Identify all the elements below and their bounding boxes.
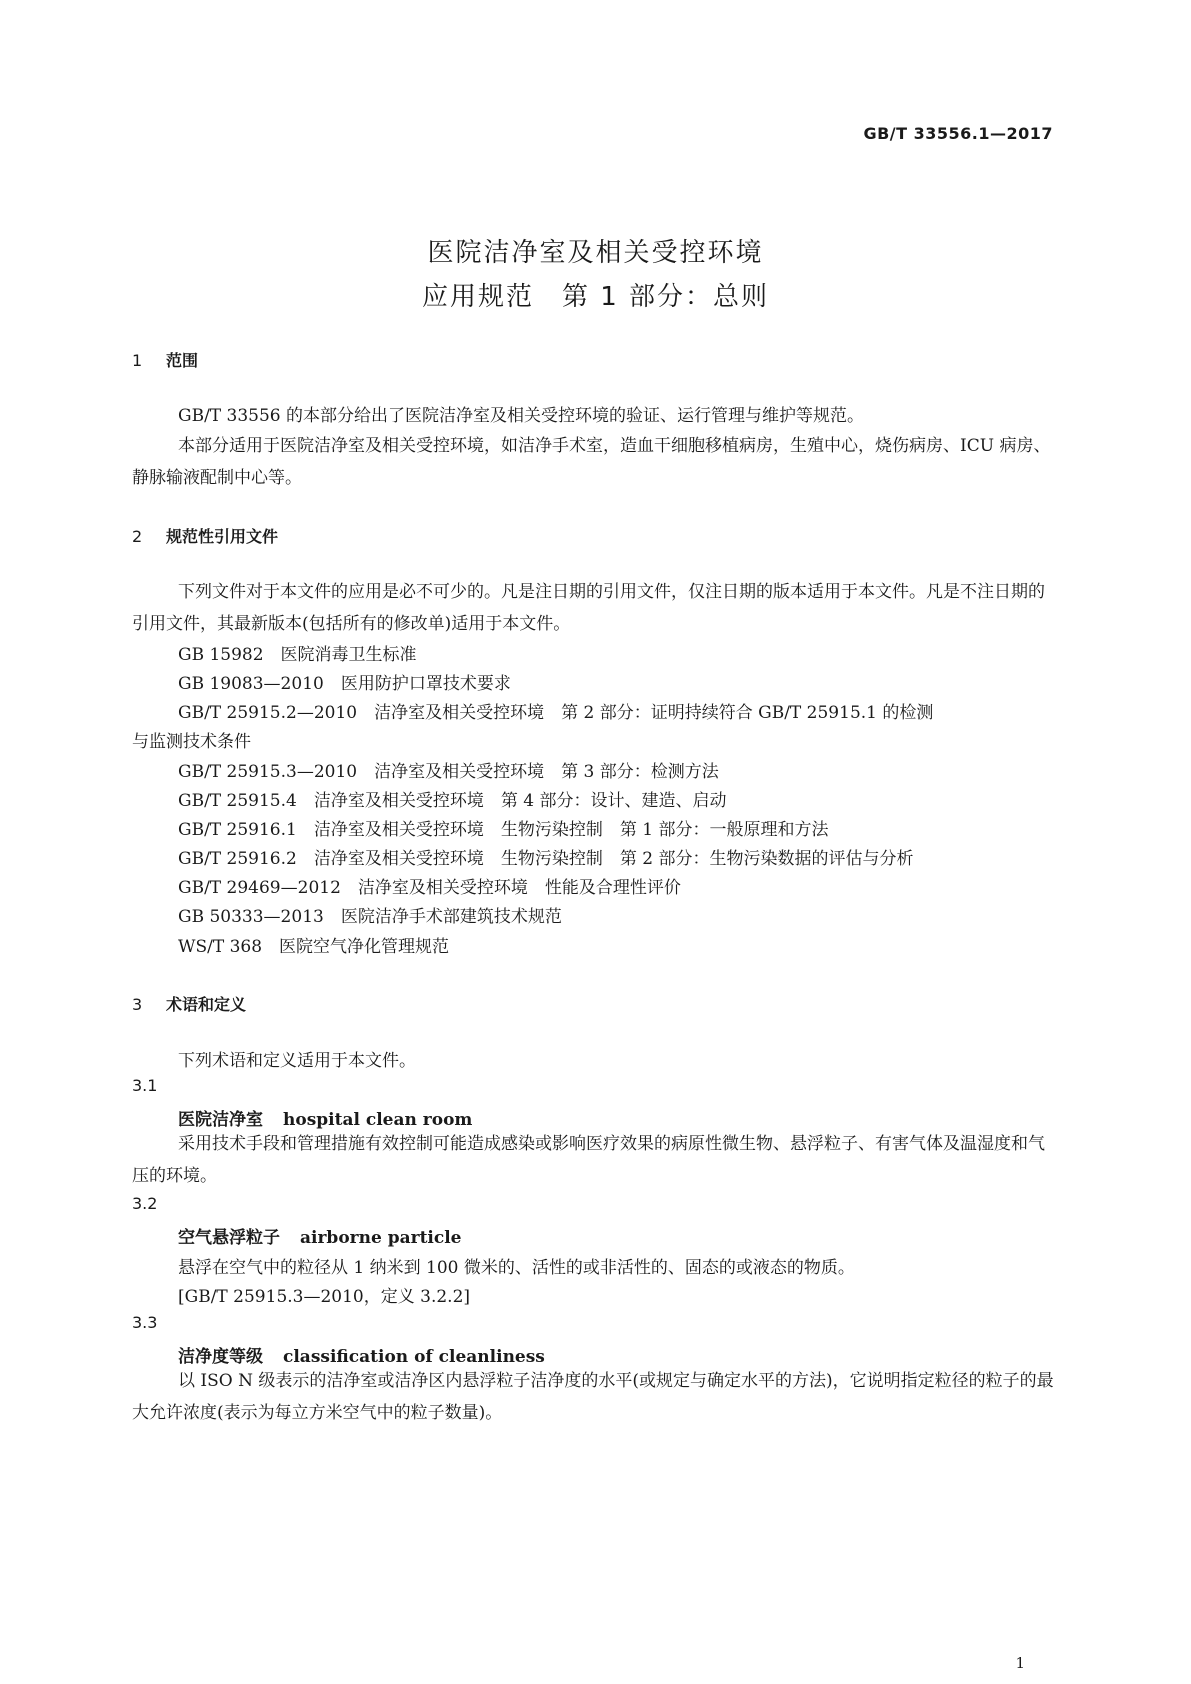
term-english: hospital clean room: [283, 1110, 473, 1130]
section-number: 2: [132, 527, 143, 546]
document-title-line2: 应用规范 第 1 部分：总则: [421, 282, 770, 312]
section-number: 1: [132, 351, 143, 370]
term-english: classification of cleanliness: [283, 1347, 545, 1367]
section-1-heading: [132, 348, 198, 371]
reference-item: GB/T 29469—2012 洁净室及相关受控环境 性能及合理性评价: [178, 878, 681, 898]
term-definition: 采用技术手段和管理措施有效控制可能造成感染或影响医疗效果的病原性微生物、悬浮粒子、有害气体及温湿度和气压的环境。: [132, 1134, 1045, 1186]
reference-item: GB 15982 医院消毒卫生标准: [178, 645, 417, 665]
term-chinese: 医院洁净室: [178, 1110, 263, 1130]
page-number: 1: [1015, 1654, 1025, 1672]
section-title: 范围: [166, 351, 199, 370]
term-source: [GB/T 25915.3—2010，定义 3.2.2]: [178, 1287, 471, 1307]
reference-item: GB/T 25916.1 洁净室及相关受控环境 生物污染控制 第 1 部分：一般原理和方法: [178, 820, 829, 840]
terms-intro: 下列术语和定义适用于本文件。: [178, 1051, 416, 1071]
section-number: 3: [132, 995, 143, 1014]
reference-item: GB 50333—2013 医院洁净手术部建筑技术规范: [178, 907, 562, 927]
reference-item: GB/T 25916.2 洁净室及相关受控环境 生物污染控制 第 2 部分：生物污染数据的评估与分析: [178, 849, 914, 869]
term-chinese: 洁净度等级: [178, 1347, 263, 1367]
term-definition: 悬浮在空气中的粒径从 1 纳米到 100 微米的、活性的或非活性的、固态的或液态的物质。: [178, 1258, 855, 1278]
references-intro: 下列文件对于本文件的应用是必不可少的。凡是注日期的引用文件，仅注日期的版本适用于本文件。凡是不注日期的引用文件，其最新版本(包括所有的修改单)适用于本文件。: [132, 582, 1045, 634]
section-3-heading: [132, 992, 246, 1015]
reference-item: GB 19083—2010 医用防护口罩技术要求: [178, 674, 511, 694]
term-chinese: 空气悬浮粒子: [178, 1228, 280, 1248]
term-heading: [178, 1342, 545, 1367]
section-title: 规范性引用文件: [166, 527, 279, 546]
reference-item-continuation: 与监测技术条件: [132, 732, 251, 752]
section-title: 术语和定义: [166, 995, 247, 1014]
reference-item: WS/T 368 医院空气净化管理规范: [178, 937, 450, 957]
term-number: 3.3: [132, 1313, 158, 1332]
standard-code: GB/T 33556.1—2017: [863, 124, 1053, 143]
document-title-line1: 医院洁净室及相关受控环境: [427, 238, 764, 268]
term-heading: [178, 1223, 462, 1248]
reference-item: GB/T 25915.2—2010 洁净室及相关受控环境 第 2 部分：证明持续符合 GB/T 25915.1 的检测: [178, 703, 934, 723]
term-definition: 以 ISO N 级表示的洁净室或洁净区内悬浮粒子洁净度的水平(或规定与确定水平的方法)，它说明指定粒径的粒子的最大允许浓度(表示为每立方米空气中的粒子数量)。: [132, 1371, 1054, 1423]
section-2-heading: [132, 524, 278, 547]
term-english: airborne particle: [300, 1228, 462, 1248]
reference-item: GB/T 25915.4 洁净室及相关受控环境 第 4 部分：设计、建造、启动: [178, 791, 727, 811]
term-number: 3.1: [132, 1076, 158, 1095]
term-heading: [178, 1105, 472, 1130]
term-number: 3.2: [132, 1194, 158, 1213]
reference-item: GB/T 25915.3—2010 洁净室及相关受控环境 第 3 部分：检测方法: [178, 762, 719, 782]
scope-paragraph-2: 本部分适用于医院洁净室及相关受控环境，如洁净手术室，造血干细胞移植病房，生殖中心，烧伤病房、ICU 病房、静脉输液配制中心等。: [132, 436, 1051, 488]
scope-paragraph-1: GB/T 33556 的本部分给出了医院洁净室及相关受控环境的验证、运行管理与维护等规范。: [178, 406, 865, 426]
